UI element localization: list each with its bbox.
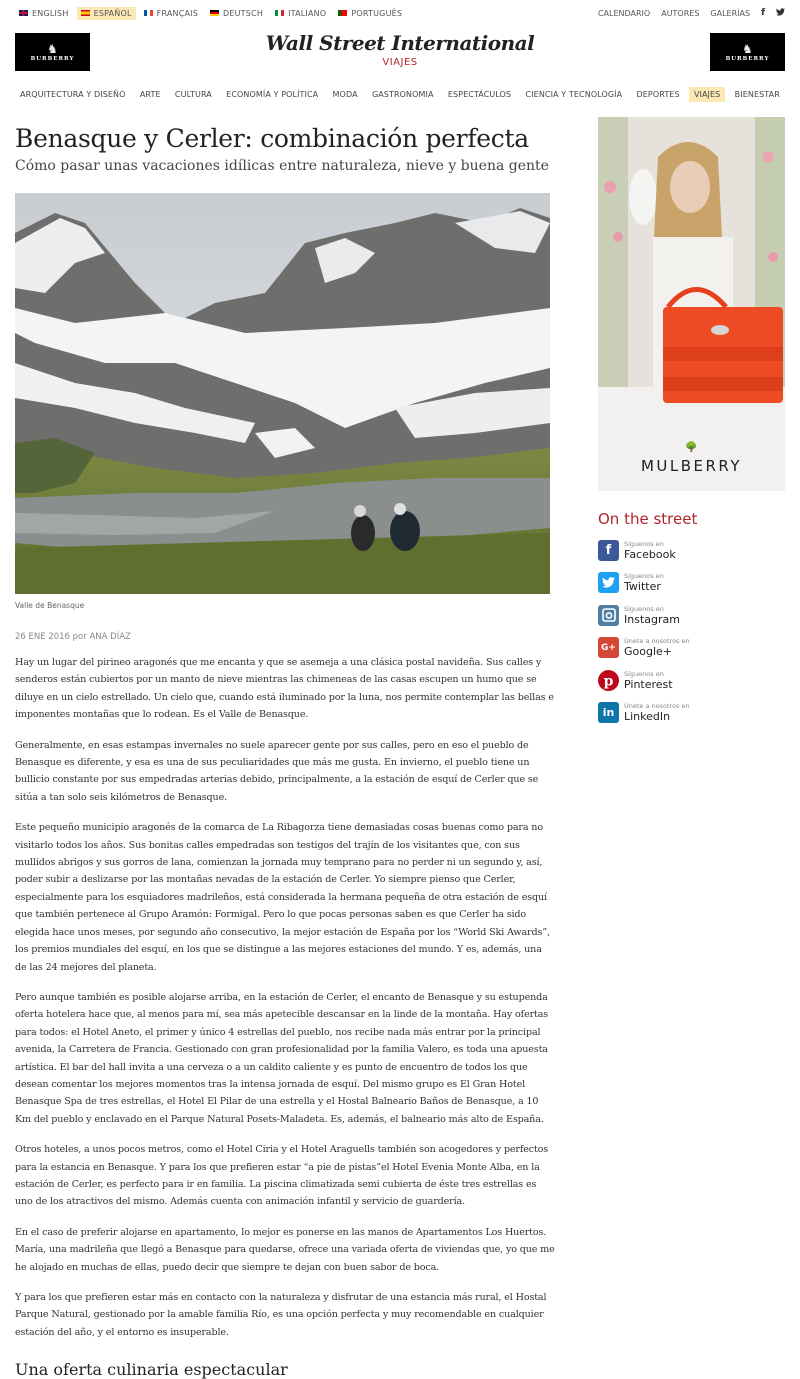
nav-cultura[interactable]: CULTURA bbox=[174, 89, 212, 99]
twitter-icon bbox=[598, 572, 619, 593]
nav-arte[interactable]: ARTE bbox=[139, 89, 161, 99]
ad-brand-label: BURBERRY bbox=[30, 56, 75, 62]
portugal-flag-icon bbox=[338, 10, 347, 16]
facebook-icon[interactable]: f bbox=[761, 8, 765, 18]
mountain-landscape-image bbox=[15, 193, 550, 594]
link-autores[interactable]: AUTORES bbox=[661, 8, 700, 18]
nav-bienestar[interactable]: BIENESTAR bbox=[734, 89, 780, 99]
google-plus-icon: G+ bbox=[598, 637, 619, 658]
social-linkedin[interactable] bbox=[598, 697, 788, 730]
social-name: Twitter bbox=[624, 580, 661, 594]
nav-viajes[interactable]: VIAJES bbox=[689, 87, 725, 102]
paragraph: Y para los que prefieren estar más en contacto con la naturaleza y disfrutar de una estancia más rural, el Hostal Parque Natural, gestionado por la amable familia Río, es una opción perfecta y muy recomendable en cualquier estación del año, y el entorno es insuperable. bbox=[15, 1292, 547, 1338]
instagram-icon bbox=[598, 605, 619, 626]
link-calendario[interactable]: CALENDARIO bbox=[597, 8, 651, 18]
social-prefix: Síguenos en bbox=[624, 539, 664, 548]
social-prefix: Síguenos en bbox=[624, 604, 664, 613]
article-body bbox=[15, 654, 555, 1379]
spain-flag-icon bbox=[81, 10, 90, 16]
lang-francais[interactable] bbox=[140, 7, 202, 20]
lang-label: PORTUGUÊS bbox=[351, 8, 403, 18]
section-label: VIAJES bbox=[382, 57, 418, 68]
knight-horse-icon: ♞ bbox=[742, 42, 753, 56]
link-galerias[interactable]: GALERÍAS bbox=[710, 8, 751, 18]
on-the-street bbox=[598, 510, 788, 729]
ad-brand-label: BURBERRY bbox=[725, 56, 770, 62]
site-logo[interactable]: Wall Street International bbox=[265, 31, 535, 55]
paragraph: Pero aunque también es posible alojarse arriba, en la estación de Cerler, el encanto de Benasque y su estupenda oferta hotelera hace que, al menos para mí, sea más apetecible descansar en la linde de la montaña. Hay ofertas para todos: el Hotel Aneto, el primer y único 4 estrellas del pueblo, nos recibe nada más entrar por la principal avenida, la Carretera de Francia. Gestionado con gran profesionalidad por la familia Valero, es toda una apuesta artística. El bar del hall invita a una cerveza o a un caldito caliente y es punto de encuentro de todos los que desean comentar los mejores momentos tras la intensa jornada de esquí. Del mismo grupo es El Gran Hotel Benasque Spa de tres estrellas, el Hotel El Pilar de una estrella y el Hostal Balneario Baños de Benasque, a 10 Km del pueblo y enclavado en el Parque Natural Posets-Maladeta. Es, además, el balneario más alto de España. bbox=[15, 991, 549, 1125]
lang-italiano[interactable] bbox=[271, 7, 330, 20]
on-the-street-title: On the street bbox=[598, 510, 698, 528]
paragraph: Otros hoteles, a unos pocos metros, como el Hotel Ciria y el Hotel Araguells también son acogedores y perfectos para la estancia en Benasque. Y para los que prefieren estar “a pie de pistas”el Hotel Evenia Monte Alba, en la estación de Cerler, es perfecto para ir en familia. La piscina climatizada semi cubierta de éste tres estrellas es uno de los atractivos del mismo. Además cuenta con animación infantil y servicio de guardería. bbox=[15, 1144, 549, 1208]
uk-flag-icon bbox=[19, 10, 28, 16]
article bbox=[15, 124, 555, 1379]
svg-text:p: p bbox=[603, 673, 614, 690]
hero-image[interactable] bbox=[15, 193, 550, 594]
social-name: Google+ bbox=[624, 645, 673, 659]
facebook-icon: f bbox=[598, 540, 619, 561]
social-prefix: Síguenos en bbox=[624, 669, 664, 678]
social-prefix: Únete a nosotros en bbox=[624, 702, 690, 711]
social-instagram[interactable] bbox=[598, 599, 788, 632]
social-name: Facebook bbox=[624, 547, 676, 561]
nav-arquitectura[interactable]: ARQUITECTURA Y DISEÑO bbox=[20, 89, 126, 99]
category-nav bbox=[15, 86, 785, 102]
france-flag-icon bbox=[144, 10, 153, 16]
burberry-ad-left[interactable] bbox=[15, 33, 90, 71]
paragraph: Hay un lugar del pirineo aragonés que me encanta y que se asemeja a una clásica postal navideña. Sus calles y senderos están cubiertos por un manto de nieve mientras las chimeneas de las casas escupen un humo que se diluye en un cielo estrellado. Un cielo que, cuando está iluminado por la luna, nos permite contemplar las bellas e imponentes montañas que lo rodean. Es el Valle de Benasque. bbox=[15, 657, 554, 721]
lang-label: FRANÇAIS bbox=[156, 8, 199, 18]
lang-label: DEUTSCH bbox=[223, 8, 264, 18]
publish-date: 26 ENE 2016 bbox=[15, 632, 70, 642]
byline bbox=[15, 632, 131, 642]
social-pinterest[interactable] bbox=[598, 664, 788, 697]
twitter-icon[interactable] bbox=[776, 8, 785, 19]
social-twitter[interactable] bbox=[598, 567, 788, 600]
social-prefix: Únete a nosotros en bbox=[624, 637, 690, 646]
nav-deportes[interactable]: DEPORTES bbox=[636, 89, 680, 99]
social-googleplus[interactable] bbox=[598, 632, 788, 665]
language-selector bbox=[15, 7, 406, 20]
top-links bbox=[598, 8, 785, 19]
lang-espanol[interactable] bbox=[77, 7, 136, 20]
social-name: Pinterest bbox=[624, 677, 673, 691]
byline-by: por bbox=[72, 632, 87, 642]
paragraph: Generalmente, en esas estampas invernales no suele aparecer gente por sus calles, pero en eso el pueblo de Benasque es diferente, y esa es una de sus peculiaridades que más me gusta. En invierno, el pueblo tiene un bullicio constante por sus empedradas arterias debido, principalmente, a la estación de esquí de Cerler que se sitúa a tan solo seis kilómetros de Benasque. bbox=[15, 739, 539, 803]
lang-portugues[interactable] bbox=[334, 7, 406, 20]
social-facebook[interactable] bbox=[598, 534, 788, 567]
mulberry-tree-icon: 🌳 bbox=[685, 442, 698, 453]
paragraph: En el caso de preferir alojarse en apartamento, lo mejor es ponerse en las manos de Apartamentos Los Huertos. María, una madrileña que llegó a Benasque para quedarse, ofrece una variada oferta de viviendas que, yo que me he alojado en muchas de ellas, puedo decir que siempre te dejan con buen sabor de boca. bbox=[15, 1226, 555, 1273]
mulberry-ad-image bbox=[598, 117, 785, 491]
social-prefix: Síguenos en bbox=[624, 572, 664, 581]
nav-espectaculos[interactable]: ESPECTÁCULOS bbox=[447, 89, 512, 99]
pinterest-icon bbox=[598, 670, 619, 691]
linkedin-icon: in bbox=[598, 702, 619, 723]
section-heading: Una oferta culinaria espectacular bbox=[15, 1360, 288, 1379]
germany-flag-icon bbox=[210, 10, 219, 16]
nav-ciencia[interactable]: CIENCIA Y TECNOLOGÍA bbox=[525, 89, 623, 99]
nav-economia[interactable]: ECONOMÍA Y POLÍTICA bbox=[226, 89, 319, 99]
knight-horse-icon: ♞ bbox=[47, 42, 58, 56]
lang-label: ITALIANO bbox=[288, 8, 327, 18]
lang-english[interactable] bbox=[15, 7, 73, 20]
social-name: LinkedIn bbox=[624, 710, 671, 724]
article-title: Benasque y Cerler: combinación perfecta bbox=[15, 124, 529, 153]
burberry-ad-right[interactable] bbox=[710, 33, 785, 71]
ad-brand-label: MULBERRY bbox=[640, 457, 743, 475]
article-subtitle: Cómo pasar unas vacaciones idílicas entre naturaleza, nieve y buena gente bbox=[15, 158, 549, 174]
top-bar bbox=[15, 5, 785, 21]
mulberry-ad[interactable] bbox=[598, 117, 785, 491]
lang-label: ESPAÑOL bbox=[93, 8, 132, 18]
paragraph: Este pequeño municipio aragonés de la comarca de La Ribagorza tiene demasiadas cosas buenas como para no visitarlo todos los años. Sus bonitas calles empedradas son testigos del trajín de los visitantes que, con sus mullidos abrigos y sus gorros de lana, comienzan la jornada muy temprano para no perder ni un segundo y, así, poder subir a deslizarse por las montañas nevadas de la estación de Cerler. Yo siempre pienso que Cerler, especialmente para los esquiadores madrileños, está considerada la hermana pequeña de otra estación de esquí que también pertenece al Grupo Aramón: Formigal. Pero lo que pocas personas saben es que Cerler ha sido elegida hace unos meses, por segundo año consecutivo, la mejor estación de España por los “World Ski Awards”, los premios mundiales del esquí, en los que se distingue a las mejores estaciones del mundo. Y es, además, una de las 24 mejores del planeta. bbox=[15, 822, 550, 973]
nav-gastronomia[interactable]: GASTRONOMIA bbox=[371, 89, 434, 99]
image-caption: Valle de Benasque bbox=[15, 601, 85, 610]
social-name: Instagram bbox=[624, 612, 680, 626]
masthead bbox=[250, 31, 550, 68]
lang-label: ENGLISH bbox=[32, 8, 69, 18]
author-link[interactable]: ANA DÍAZ bbox=[89, 632, 131, 642]
nav-moda[interactable]: MODA bbox=[332, 89, 358, 99]
italy-flag-icon bbox=[275, 10, 284, 16]
lang-deutsch[interactable] bbox=[206, 7, 267, 20]
